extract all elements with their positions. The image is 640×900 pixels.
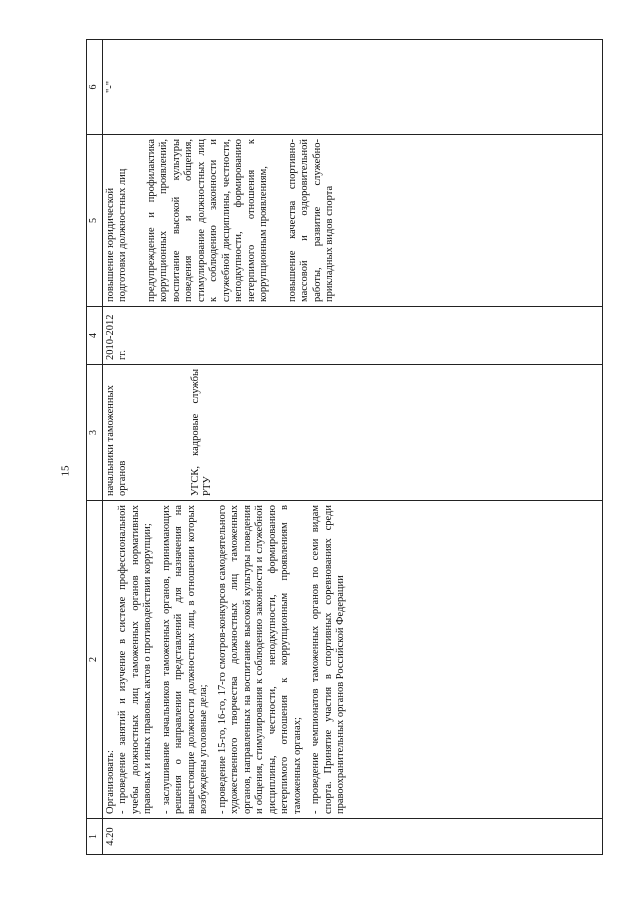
result-item: повышение юридической подготовки должностных лиц: [104, 168, 128, 302]
results-cell: [102, 135, 602, 307]
period-cell: 2010-2012 гг.: [102, 307, 602, 365]
table-row: [102, 40, 602, 855]
note-cell: "-": [102, 40, 602, 135]
column-number: 6: [87, 40, 103, 135]
executors-secondary: УГСК, кадровые службы РТУ: [189, 369, 213, 496]
result-item: повышение качества спортивно-массовой и оздоровительной работы, развитие служебно-прикладных видов спорта: [286, 139, 335, 302]
measure-item: - проведение занятий и изучение в системе профессиональной учебы должностных лиц таможенных органов нормативных правовых и иных правовых актов о противодействии коррупции;: [117, 505, 153, 814]
measures-table: [86, 39, 603, 855]
measures-cell: [102, 501, 602, 819]
column-number: 4: [87, 307, 103, 365]
document-page: [86, 40, 621, 855]
column-number: 3: [87, 365, 103, 501]
result-item: предупреждение и профилактика коррупционных проявлений, воспитание высокой культуры поведения и общения, стимулирование должностных лиц к соблюдению законности и служебной дисциплины, честности, неподкупности, формированию нетерпимого отношения к коррупционным проявлениям,: [145, 139, 269, 302]
executors-cell: [102, 365, 602, 501]
column-number: 5: [87, 135, 103, 307]
row-number: 4.20: [102, 819, 602, 855]
executors-primary: начальники таможенных органов: [104, 385, 128, 496]
measures-heading: Организовать:: [104, 750, 116, 814]
measure-item: - заслушивание начальников таможенных органов, принимающих решения о направлении представлений для назначения на вышестоящие должности должностных лиц, в отношении которых возбуждены уголовные дела;: [160, 505, 209, 814]
column-number-row: [87, 40, 103, 855]
page-number: 15: [59, 465, 72, 477]
measure-item: - проведение чемпионатов таможенных органов по семи видам спорта. Принятие участия в спортивных соревнованиях среди правоохранительных органов Российской Федерации: [310, 505, 346, 814]
column-number: 1: [87, 819, 103, 855]
measure-item: - проведение 15-го, 16-го, 17-го смотров-конкурсов самодеятельного художественного творчества должностных лиц таможенных органов, направленных на воспитание высокой культуры поведения и общения, стимулирования к соблюдению законности и служебной дисциплины, честности, неподкупности, формированию нетерпимого отношения к коррупционным проявлениям в таможенных органах;: [216, 505, 303, 814]
column-number: 2: [87, 501, 103, 819]
